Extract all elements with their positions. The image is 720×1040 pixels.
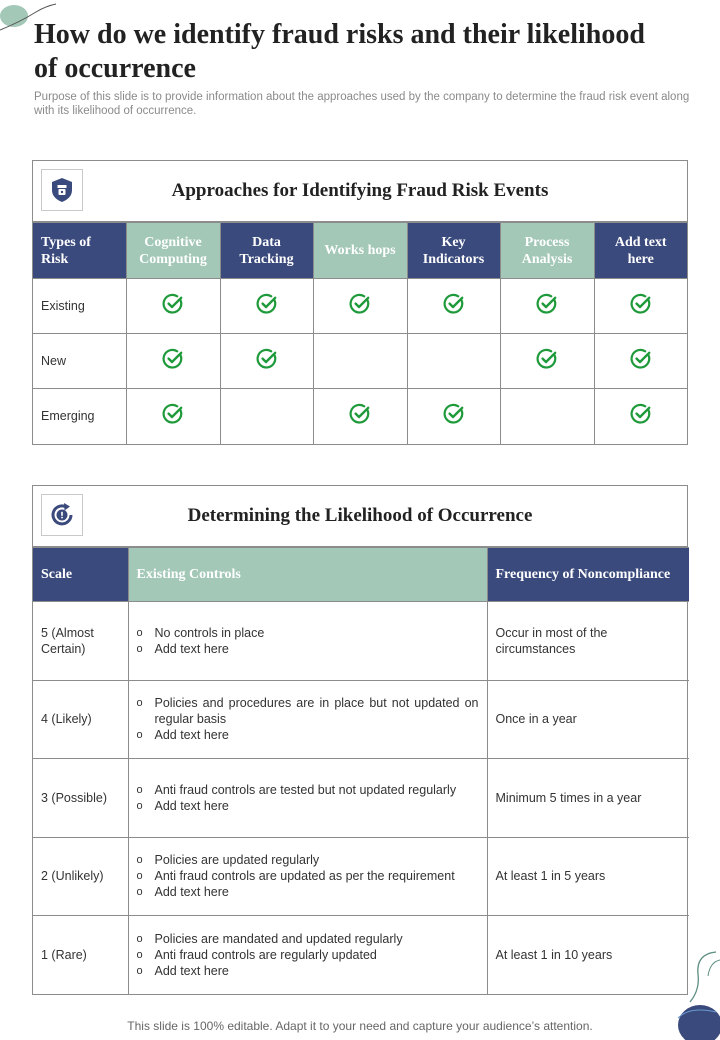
page-subtitle: Purpose of this slide is to provide information about the approaches used by the company to determine the fraud risk event along with its likelihood of occurrence. [34, 91, 690, 117]
check-cell [594, 389, 687, 444]
list-item: o Anti fraud controls are regularly updated [137, 947, 479, 963]
types-of-risk-header: Types of Risk [33, 223, 126, 279]
footer-note: This slide is 100% editable. Adapt it to your need and capture your audience’s attention. [127, 1019, 593, 1033]
alert-refresh-icon [41, 494, 83, 536]
check-cell [220, 279, 313, 334]
list-item: o Policies are updated regularly [137, 852, 479, 868]
scale-cell: 3 (Possible) [33, 759, 128, 838]
column-header: Add text here [594, 223, 687, 279]
check-cell [500, 279, 594, 334]
check-cell [594, 334, 687, 389]
frequency-cell: Occur in most of the circumstances [487, 602, 689, 681]
existing-controls-header: Existing Controls [128, 548, 487, 602]
check-cell [594, 279, 687, 334]
check-cell [407, 334, 500, 389]
check-circle-icon [443, 403, 465, 425]
check-cell [500, 389, 594, 444]
list-item: o Add text here [137, 884, 479, 900]
scale-cell: 2 (Unlikely) [33, 837, 128, 916]
list-item: o No controls in place [137, 625, 479, 641]
approaches-title: Approaches for Identifying Fraud Risk Events [171, 180, 549, 201]
column-header: Works hops [313, 223, 407, 279]
risk-type-label: New [33, 334, 126, 389]
page-title: How do we identify fraud risks and their likelihood of occurrence [34, 19, 645, 84]
controls-list [137, 625, 479, 657]
list-item: o Add text here [137, 798, 479, 814]
table-row [33, 389, 687, 444]
controls-cell [128, 916, 487, 995]
table-row [33, 759, 689, 838]
check-circle-icon [162, 293, 184, 315]
likelihood-title: Determining the Likelihood of Occurrence [187, 505, 533, 526]
controls-list [137, 931, 479, 979]
risk-type-label: Emerging [33, 389, 126, 444]
controls-list [137, 782, 479, 814]
approaches-panel [32, 160, 688, 445]
check-circle-icon [630, 348, 652, 370]
controls-cell [128, 602, 487, 681]
scale-cell: 5 (Almost Certain) [33, 602, 128, 681]
likelihood-table [33, 547, 689, 994]
check-circle-icon [256, 348, 278, 370]
likelihood-panel-header [33, 486, 687, 547]
check-circle-icon [630, 293, 652, 315]
check-cell [220, 334, 313, 389]
controls-cell [128, 759, 487, 838]
scale-cell: 1 (Rare) [33, 916, 128, 995]
frequency-cell: Once in a year [487, 680, 689, 759]
controls-list [137, 852, 479, 900]
approaches-panel-header [33, 161, 687, 222]
check-circle-icon [256, 293, 278, 315]
frequency-cell: At least 1 in 10 years [487, 916, 689, 995]
check-circle-icon [536, 348, 558, 370]
check-cell [126, 279, 220, 334]
approaches-table-body [33, 279, 687, 444]
list-item: o Add text here [137, 963, 479, 979]
table-row [33, 916, 689, 995]
frequency-cell: Minimum 5 times in a year [487, 759, 689, 838]
check-cell [407, 389, 500, 444]
column-header: Data Tracking [220, 223, 313, 279]
frequency-cell: At least 1 in 5 years [487, 837, 689, 916]
check-circle-icon [536, 293, 558, 315]
check-circle-icon [349, 293, 371, 315]
controls-cell [128, 837, 487, 916]
frequency-header: Frequency of Noncompliance [487, 548, 689, 602]
list-item: o Anti fraud controls are updated as per the requirement [137, 868, 479, 884]
column-header: Process Analysis [500, 223, 594, 279]
table-row [33, 279, 687, 334]
check-cell [313, 279, 407, 334]
list-item: o Policies are mandated and updated regularly [137, 931, 479, 947]
list-item: o Add text here [137, 641, 479, 657]
check-cell [126, 389, 220, 444]
check-circle-icon [162, 403, 184, 425]
scale-header: Scale [33, 548, 128, 602]
check-cell [220, 389, 313, 444]
shield-badge-icon [41, 169, 83, 211]
check-circle-icon [162, 348, 184, 370]
check-cell [407, 279, 500, 334]
check-cell [126, 334, 220, 389]
check-circle-icon [349, 403, 371, 425]
likelihood-panel [32, 485, 688, 995]
table-row [33, 334, 687, 389]
controls-list [137, 695, 479, 743]
risk-type-label: Existing [33, 279, 126, 334]
column-header: Key Indicators [407, 223, 500, 279]
approaches-table [33, 222, 687, 444]
table-row [33, 680, 689, 759]
check-circle-icon [443, 293, 465, 315]
likelihood-table-body [33, 602, 689, 995]
check-cell [313, 334, 407, 389]
list-item: o Anti fraud controls are tested but not updated regularly [137, 782, 479, 798]
list-item: o Add text here [137, 727, 479, 743]
scale-cell: 4 (Likely) [33, 680, 128, 759]
controls-cell [128, 680, 487, 759]
check-cell [500, 334, 594, 389]
table-row [33, 837, 689, 916]
check-circle-icon [630, 403, 652, 425]
column-header: Cognitive Computing [126, 223, 220, 279]
table-row [33, 602, 689, 681]
list-item: o Policies and procedures are in place but not updated on regular basis [137, 695, 479, 727]
check-cell [313, 389, 407, 444]
